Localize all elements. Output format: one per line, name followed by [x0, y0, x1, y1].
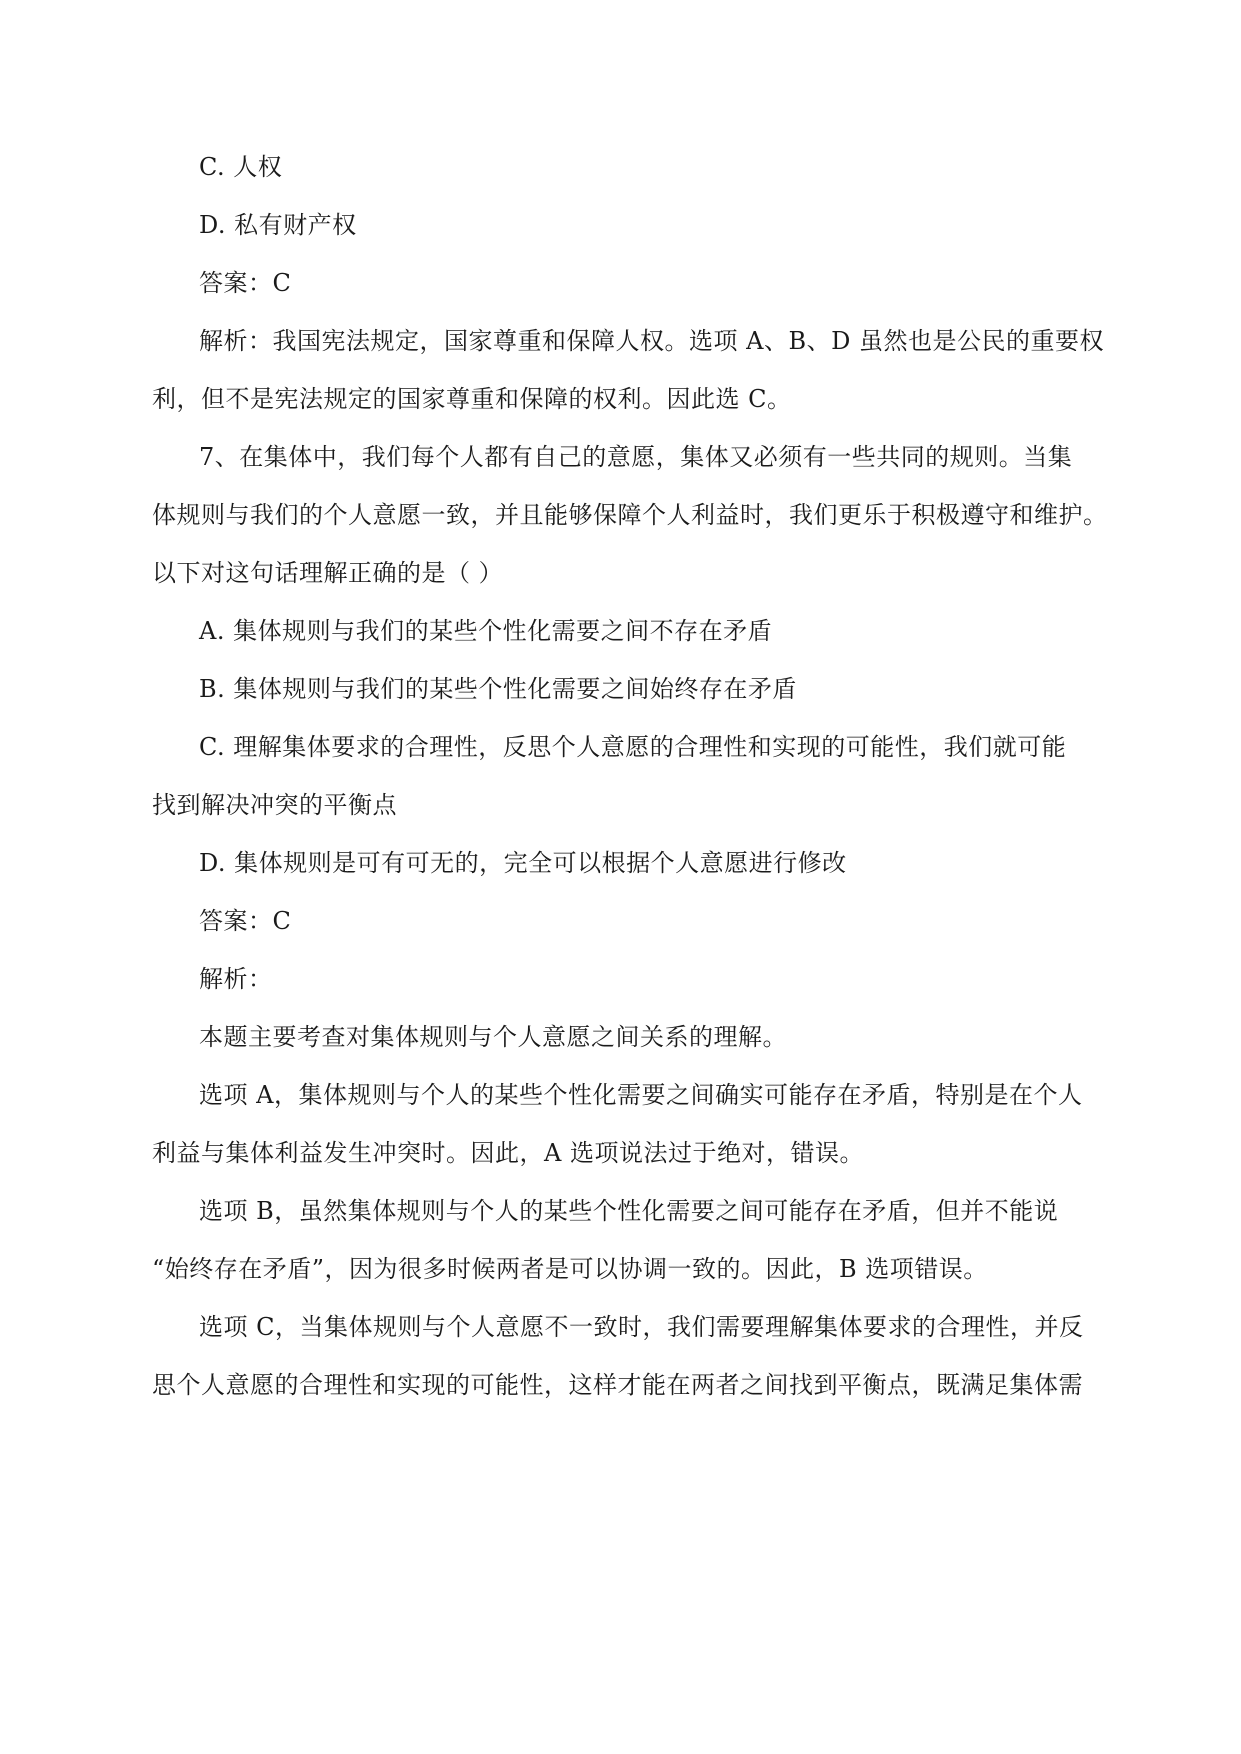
analysis-heading: 解析：	[199, 965, 273, 993]
option-b: B. 集体规则与我们的某些个性化需要之间始终存在矛盾	[199, 675, 797, 703]
question-7-line: 7、在集体中，我们每个人都有自己的意愿，集体又必须有一些共同的规则。当集	[199, 443, 1073, 471]
question-7-line: 以下对这句话理解正确的是（ ）	[152, 559, 504, 587]
analysis-option-a: 利益与集体利益发生冲突时。因此，A 选项说法过于绝对，错误。	[152, 1139, 864, 1167]
option-d: D. 集体规则是可有可无的，完全可以根据个人意愿进行修改	[199, 849, 847, 877]
analysis-option-a: 选项 A，集体规则与个人的某些个性化需要之间确实可能存在矛盾，特别是在个人	[199, 1081, 1083, 1109]
option-d-private-property: D. 私有财产权	[199, 211, 357, 239]
answer-line: 答案：C	[199, 907, 292, 935]
analysis-option-b: “始终存在矛盾”，因为很多时候两者是可以协调一致的。因此，B 选项错误。	[152, 1255, 988, 1283]
option-a: A. 集体规则与我们的某些个性化需要之间不存在矛盾	[199, 617, 773, 645]
question-7-line: 体规则与我们的个人意愿一致，并且能够保障个人利益时，我们更乐于积极遵守和维护。	[152, 501, 1108, 529]
option-c: 找到解决冲突的平衡点	[152, 791, 397, 819]
analysis-line: 解析：我国宪法规定，国家尊重和保障人权。选项 A、B、D 虽然也是公民的重要权	[199, 327, 1104, 355]
analysis-option-c: 选项 C，当集体规则与个人意愿不一致时，我们需要理解集体要求的合理性，并反	[199, 1313, 1084, 1341]
option-c-human-rights: C. 人权	[199, 153, 283, 181]
analysis-line: 利，但不是宪法规定的国家尊重和保障的权利。因此选 C。	[152, 385, 792, 413]
answer-line: 答案：C	[199, 269, 292, 297]
analysis-option-c: 思个人意愿的合理性和实现的可能性，这样才能在两者之间找到平衡点，既满足集体需	[152, 1371, 1083, 1399]
analysis-option-b: 选项 B，虽然集体规则与个人的某些个性化需要之间可能存在矛盾，但并不能说	[199, 1197, 1059, 1225]
option-c: C. 理解集体要求的合理性，反思个人意愿的合理性和实现的可能性，我们就可能	[199, 733, 1067, 761]
analysis-paragraph: 本题主要考查对集体规则与个人意愿之间关系的理解。	[199, 1023, 787, 1051]
